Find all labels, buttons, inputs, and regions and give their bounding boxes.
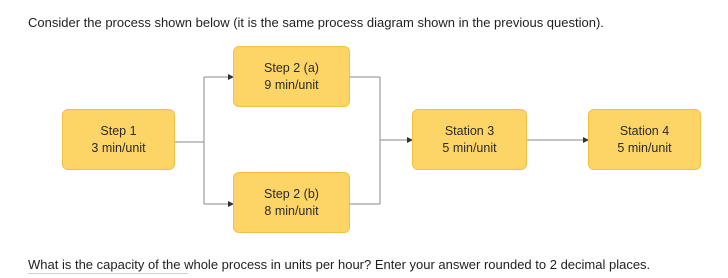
node-step-2b	[233, 172, 350, 233]
node-station-3-name: Station 3	[444, 123, 495, 138]
node-step-2a-name: Step 2 (a)	[264, 60, 319, 75]
node-step-1	[62, 109, 175, 170]
node-step-2a	[233, 46, 350, 107]
node-station-4	[588, 109, 701, 170]
node-station-3	[412, 109, 527, 170]
question-intro-text: Consider the process shown below (it is the same process diagram shown in the previous question).	[28, 15, 604, 30]
node-station-4-rate: 5 min/unit	[617, 140, 672, 155]
node-step-1-rate: 3 min/unit	[91, 140, 146, 155]
node-station-4-name: Station 4	[619, 123, 670, 138]
node-step-1-name: Step 1	[100, 123, 137, 138]
node-station-3-rate: 5 min/unit	[442, 140, 497, 155]
node-step-2a-rate: 9 min/unit	[264, 77, 319, 92]
node-step-2b-rate: 8 min/unit	[264, 203, 319, 218]
answer-underline-divider	[28, 273, 188, 274]
question-text: What is the capacity of the whole process in units per hour? Enter your answer rounded to 2 decimal places.	[28, 257, 651, 272]
node-step-2b-name: Step 2 (b)	[264, 186, 319, 201]
